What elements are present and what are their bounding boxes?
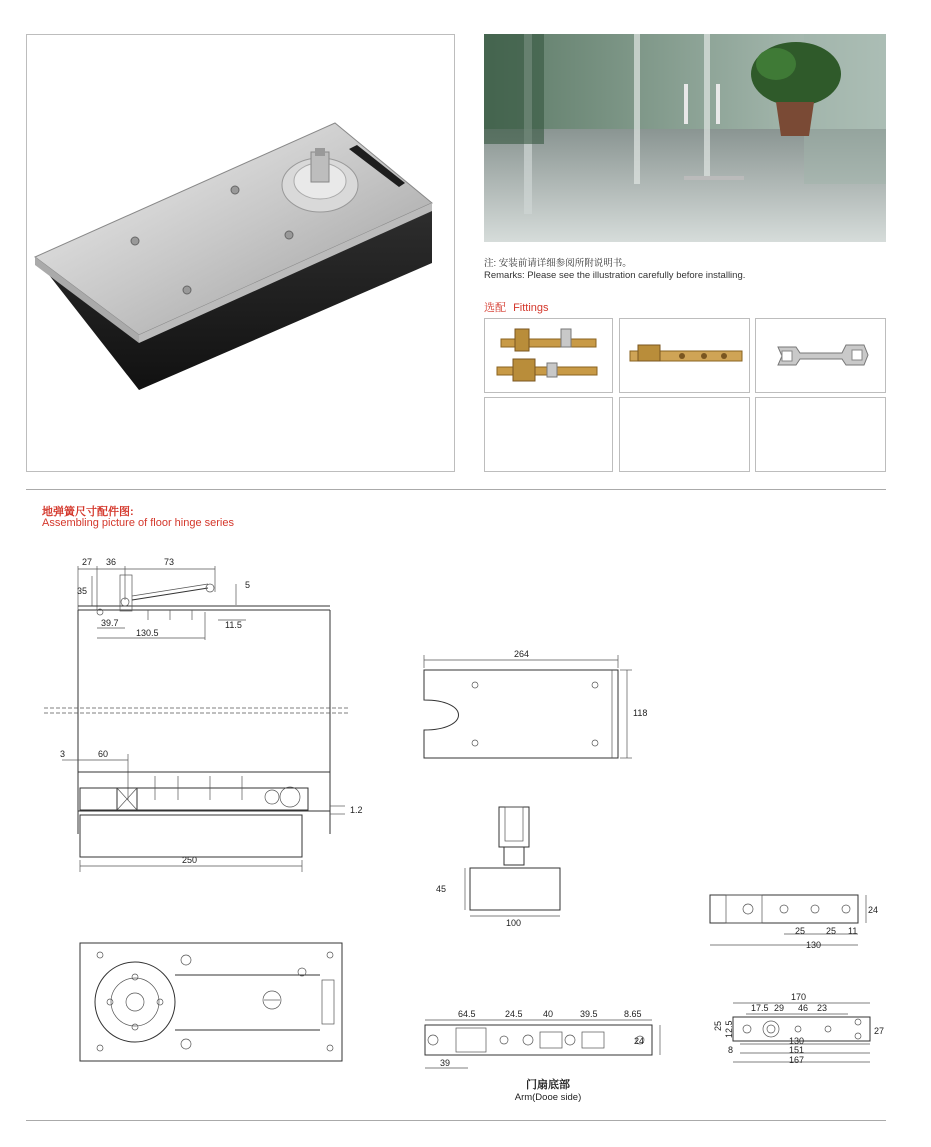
dim-bs-167: 167 xyxy=(789,1055,805,1065)
dim-arm-24-5: 24.5 xyxy=(505,1009,523,1019)
dim-bs-12-5: 12.5 xyxy=(724,1020,734,1038)
assembly-title-en: Assembling picture of floor hinge series xyxy=(42,517,234,529)
dim-top-11: 11 xyxy=(848,926,858,936)
dim-35: 35 xyxy=(77,586,88,596)
dim-5: 5 xyxy=(245,580,251,590)
dim-1-2: 1.2 xyxy=(350,805,363,815)
dim-250: 250 xyxy=(182,855,198,865)
dim-60: 60 xyxy=(98,749,109,759)
dim-100: 100 xyxy=(506,918,522,928)
fittings-title-cn: 选配 xyxy=(484,302,506,314)
dim-45: 45 xyxy=(436,884,447,894)
dim-bs-130: 130 xyxy=(789,1036,805,1046)
arm-caption-cn: 门扇底部 xyxy=(526,1079,570,1091)
bottom-divider xyxy=(26,1120,886,1121)
fittings-title-en: Fittings xyxy=(513,302,549,314)
remark-en: Remarks: Please see the illustration carefully before installing. xyxy=(484,270,746,281)
top-strap-drawing xyxy=(710,895,878,950)
bottom-strap-drawing xyxy=(713,992,884,1065)
dim-3: 3 xyxy=(60,749,66,759)
dim-264: 264 xyxy=(514,649,530,659)
dim-bs-23: 23 xyxy=(817,1003,828,1013)
dim-bs-170: 170 xyxy=(791,992,807,1002)
cover-plate-drawing xyxy=(424,649,647,758)
dim-top-25a: 25 xyxy=(795,926,806,936)
dim-bs-151: 151 xyxy=(789,1045,805,1055)
bottom-plan-drawing xyxy=(80,943,342,1061)
dim-bs-17-5: 17.5 xyxy=(751,1003,769,1013)
dim-arm-64-5: 64.5 xyxy=(458,1009,476,1019)
dim-top-25b: 25 xyxy=(826,926,837,936)
dim-130-5: 130.5 xyxy=(136,628,159,638)
dim-bs-25: 25 xyxy=(713,1020,723,1031)
dim-bs-46: 46 xyxy=(798,1003,809,1013)
pivot-spindle-drawing xyxy=(436,807,560,928)
dim-arm-24: 24 xyxy=(634,1036,645,1046)
dim-bs-8: 8 xyxy=(728,1045,734,1055)
dim-36: 36 xyxy=(106,557,117,567)
dim-bs-27: 27 xyxy=(874,1026,885,1036)
remark-cn: 注: 安装前请详细参阅所附说明书。 xyxy=(484,258,632,269)
side-elevation-drawing xyxy=(44,557,363,872)
dim-top-24: 24 xyxy=(868,905,879,915)
dim-bs-29: 29 xyxy=(774,1003,785,1013)
dim-top-130: 130 xyxy=(806,940,822,950)
dim-arm-40: 40 xyxy=(543,1009,554,1019)
dim-118: 118 xyxy=(633,708,648,718)
assembly-title-cn: 地弹簧尺寸配件图: xyxy=(42,506,134,518)
arm-door-side-drawing xyxy=(425,1009,660,1068)
dim-11-5: 11.5 xyxy=(225,620,242,630)
arm-caption-en: Arm(Dooe side) xyxy=(514,1092,582,1103)
dim-27: 27 xyxy=(82,557,93,567)
dim-73: 73 xyxy=(164,557,175,567)
dim-arm-39-5: 39.5 xyxy=(580,1009,598,1019)
dim-arm-8-65: 8.65 xyxy=(624,1009,642,1019)
dim-39-7: 39.7 xyxy=(101,618,119,628)
dim-arm-39: 39 xyxy=(440,1058,451,1068)
